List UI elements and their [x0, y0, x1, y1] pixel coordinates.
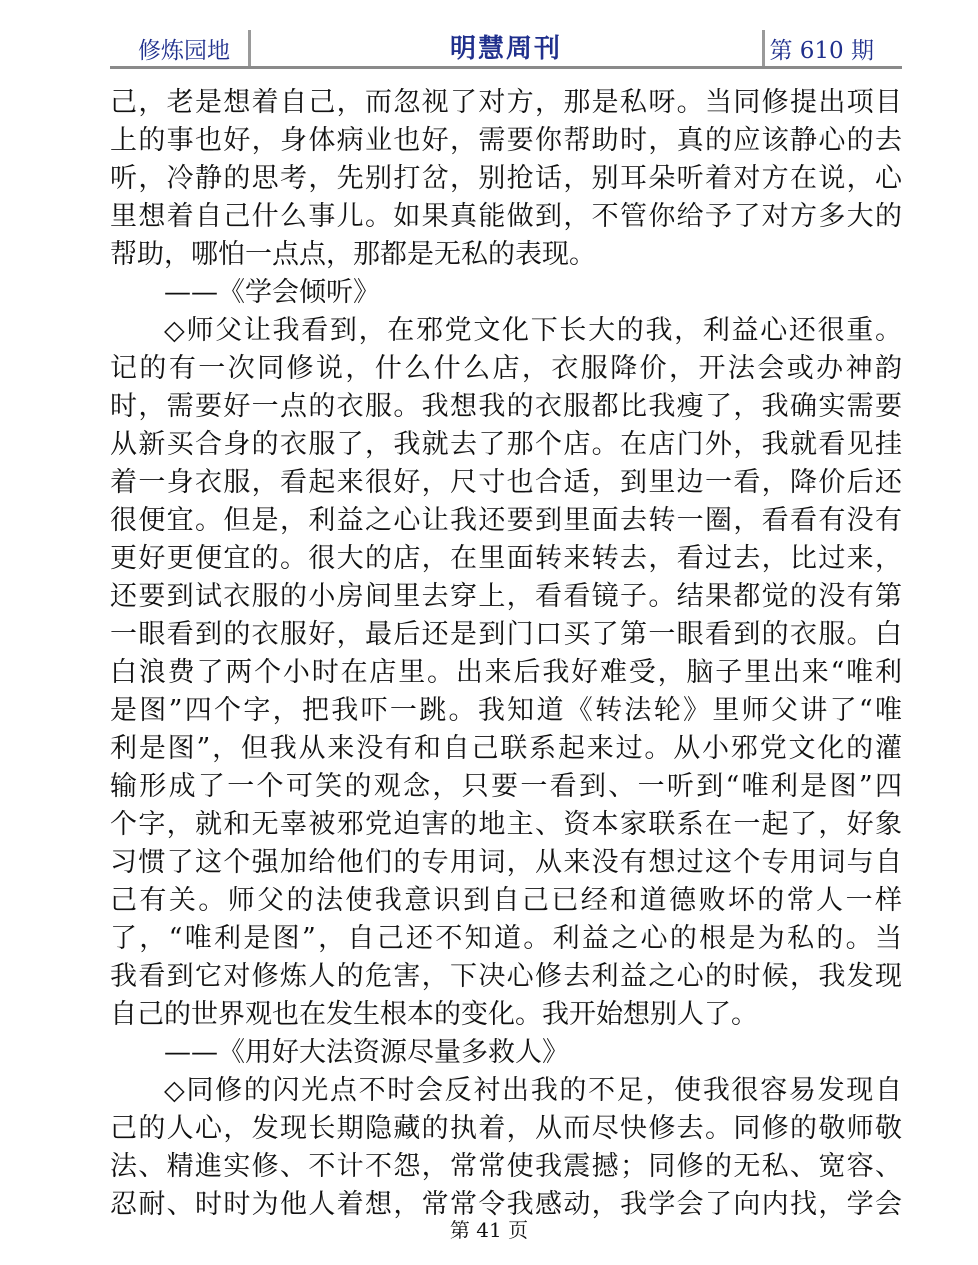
citation-line: ——《学会倾听》 — [164, 277, 380, 308]
text-line: 听，冷静的思考，先别打岔，别抢话，别耳朵听着对方在说，心 — [110, 163, 902, 194]
text-line: 了，“唯利是图”，自己还不知道。利益之心的根是为私的。当 — [110, 923, 902, 954]
section-name: 修炼园地 — [138, 38, 230, 64]
text-line: 上的事也好，身体病业也好，需要你帮助时，真的应该静心的去 — [110, 125, 902, 156]
text-line: 着一身衣服，看起来很好，尺寸也合适，到里边一看，降价后还 — [110, 467, 902, 498]
text-line: 利是图”，但我从来没有和自己联系起来过。从小邪党文化的灌 — [110, 733, 902, 764]
text-line: 忍耐、时时为他人着想，常常令我感动，我学会了向内找，学会 — [110, 1189, 902, 1220]
text-line: 还要到试衣服的小房间里去穿上，看看镜子。结果都觉的没有第 — [110, 581, 902, 612]
article-body — [110, 84, 902, 1224]
page-number: 第 41 页 — [449, 1218, 529, 1242]
text-line: 己有关。师父的法使我意识到自己已经和道德败坏的常人一样 — [110, 885, 902, 916]
text-line: 一眼看到的衣服好，最后还是到门口买了第一眼看到的衣服。白 — [110, 619, 902, 650]
publication-title: 明慧周刊 — [449, 34, 562, 64]
issue-number: 第 610 期 — [769, 38, 874, 64]
citation-line: ——《用好大法资源尽量多救人》 — [164, 1037, 569, 1068]
text-line: 更好更便宜的。很大的店，在里面转来转去，看过去，比过来， — [110, 543, 902, 574]
text-line: 法、精進实修、不计不怨，常常使我震撼；同修的无私、宽容、 — [110, 1151, 902, 1182]
text-line: ◇师父让我看到，在邪党文化下长大的我，利益心还很重。 — [164, 315, 902, 346]
text-line: 个字，就和无辜被邪党迫害的地主、资本家联系在一起了，好象 — [110, 809, 902, 840]
page-header — [110, 24, 902, 70]
text-line: 时，需要好一点的衣服。我想我的衣服都比我瘦了，我确实需要 — [110, 391, 902, 422]
text-line: 从新买合身的衣服了，我就去了那个店。在店门外，我就看见挂 — [110, 429, 902, 460]
text-line: 己，老是想着自己，而忽视了对方，那是私呀。当同修提出项目 — [110, 87, 902, 118]
text-line: 里想着自己什么事儿。如果真能做到，不管你给予了对方多大的 — [110, 201, 902, 232]
text-line: 很便宜。但是，利益之心让我还要到里面去转一圈，看看有没有 — [110, 505, 902, 536]
text-line: 己的人心，发现长期隐藏的执着，从而尽快修去。同修的敬师敬 — [110, 1113, 902, 1144]
header-rule — [110, 66, 902, 69]
text-line: 输形成了一个可笑的观念，只要一看到、一听到“唯利是图”四 — [110, 771, 902, 802]
text-line: 我看到它对修炼人的危害，下决心修去利益之心的时候，我发现 — [110, 961, 902, 992]
text-line: 帮助，哪怕一点点，那都是无私的表现。 — [110, 239, 596, 270]
text-line: 是图”四个字，把我吓一跳。我知道《转法轮》里师父讲了“唯 — [110, 695, 902, 726]
header-separator — [762, 30, 765, 66]
text-line: 记的有一次同修说，什么什么店，衣服降价，开法会或办神韵 — [110, 353, 902, 384]
text-line: 习惯了这个强加给他们的专用词，从来没有想过这个专用词与自 — [110, 847, 902, 878]
text-line: 白浪费了两个小时在店里。出来后我好难受，脑子里出来“唯利 — [110, 657, 902, 688]
text-line: 自己的世界观也在发生根本的变化。我开始想别人了。 — [110, 999, 758, 1030]
text-line: ◇同修的闪光点不时会反衬出我的不足，使我很容易发现自 — [164, 1075, 902, 1106]
